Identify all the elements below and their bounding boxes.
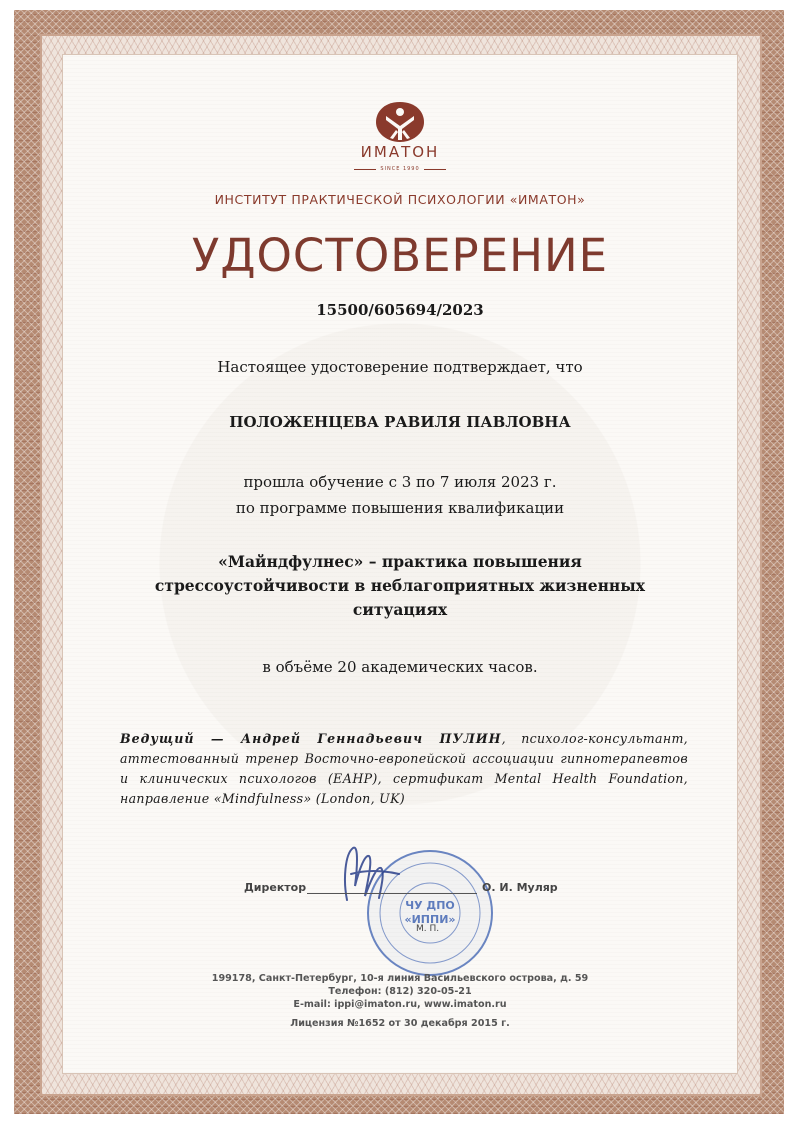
stamp-center-line1: ЧУ ДПО xyxy=(405,899,455,912)
since-divider-right xyxy=(424,169,446,170)
footer-phone: Телефон: (812) 320-05-21 xyxy=(328,986,472,997)
lead-trainer-description: , психолог-консультант, аттестованный тренер Восточно-европейской ассоциации гипнотерапевтов и клинических психологов (ЕАНР), сертификат Mental Health Foundation, направление «Mindfulness» (London, UK) xyxy=(120,731,688,806)
certificate-number: 15500/605694/2023 xyxy=(316,301,484,319)
footer-contacts xyxy=(0,972,800,1030)
lead-trainer-info xyxy=(120,729,688,809)
director-name: О. И. Муляр xyxy=(482,881,558,894)
since-label: SINCE 1990 xyxy=(380,166,420,172)
footer-email: E-mail: ippi@imaton.ru, www.imaton.ru xyxy=(293,999,507,1010)
footer-license: Лицензия №1652 от 30 декабря 2015 г. xyxy=(290,1018,510,1029)
program-line: стрессоустойчивости в неблагоприятных жизненных xyxy=(154,576,646,595)
program-line: «Майндфулнес» – практика повышения xyxy=(218,552,582,571)
signature-row xyxy=(244,881,604,901)
program-line: ситуациях xyxy=(352,600,448,619)
signature-line xyxy=(307,893,477,894)
document-title: УДОСТОВЕРЕНИЕ xyxy=(191,229,609,282)
program-title xyxy=(140,550,660,622)
institute-name: ИНСТИТУТ ПРАКТИЧЕСКОЙ ПСИХОЛОГИИ «ИМАТОН» xyxy=(214,192,586,207)
seal-place-label: М. П. xyxy=(416,924,440,934)
hours-text: в объёме 20 академических часов. xyxy=(262,658,538,676)
study-dates: прошла обучение с 3 по 7 июля 2023 г. xyxy=(243,473,557,491)
study-program-type: по программе повышения квалификации xyxy=(235,499,565,517)
lead-trainer-name: Ведущий — Андрей Геннадьевич ПУЛИН xyxy=(120,731,502,746)
confirm-text: Настоящее удостоверение подтверждает, что xyxy=(217,358,583,376)
imaton-logo-icon xyxy=(0,100,800,144)
director-label: Директор xyxy=(244,881,307,894)
footer-address: 199178, Санкт-Петербург, 10-я линия Васильевского острова, д. 59 xyxy=(211,973,589,984)
study-info xyxy=(0,469,800,521)
recipient-name: ПОЛОЖЕНЦЕВА РАВИЛЯ ПАВЛОВНА xyxy=(229,413,571,431)
stamp-center-line2: «ИППИ» xyxy=(404,913,456,926)
signature-scribble xyxy=(325,840,405,914)
brand-name: ИМАТОН xyxy=(360,143,440,161)
